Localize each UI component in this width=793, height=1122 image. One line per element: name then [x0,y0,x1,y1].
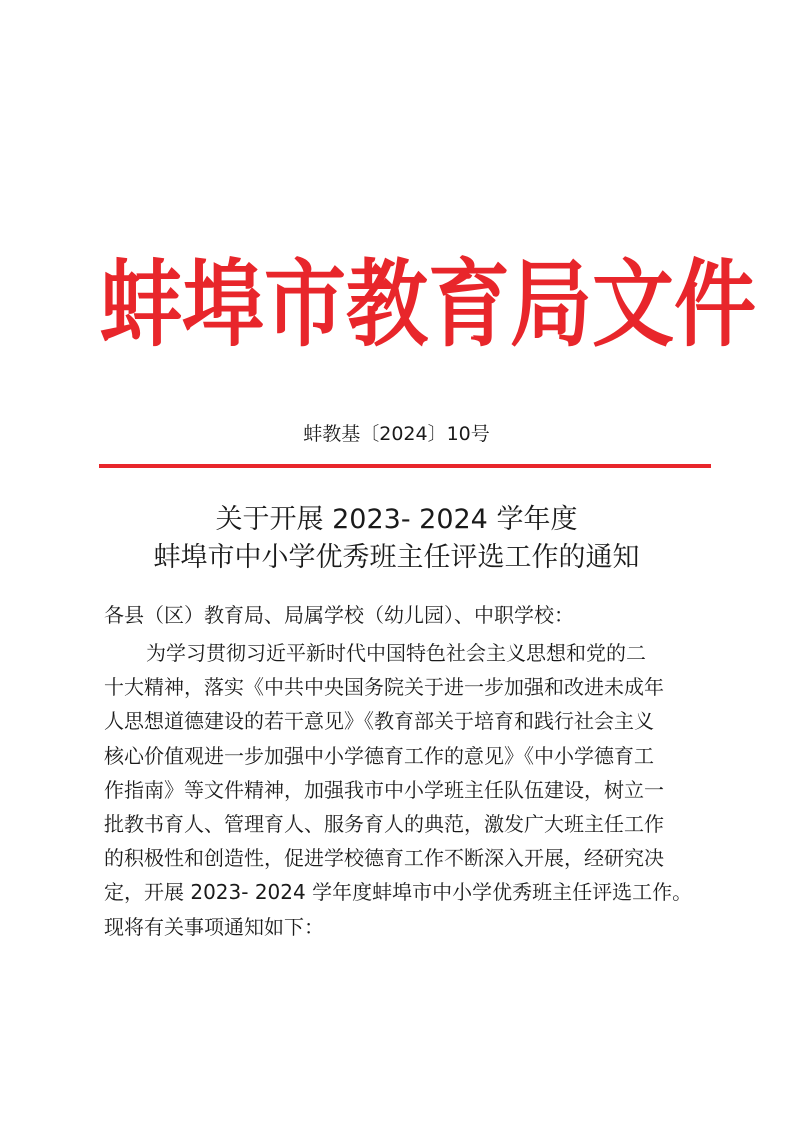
body-line: 人思想道德建设的若干意见》《教育部关于培育和践行社会主义 [104,709,654,734]
body-line: 批教书育人、管理育人、服务育人的典范，激发广大班主任工作 [104,812,664,837]
body-line: 为学习贯彻习近平新时代中国特色社会主义思想和党的二 [146,641,646,665]
salutation: 各县（区）教育局、局属学校（幼儿园）、中职学校： [104,603,574,627]
notice-title-line-1: 关于开展 2023- 2024 学年度 [215,504,578,535]
body-paragraph [104,636,704,944]
body-line: 定，开展 2023- 2024 学年度蚌埠市中小学优秀班主任评选工作。 [104,880,693,905]
red-divider-rule [99,464,711,468]
body-line: 核心价值观进一步加强中小学德育工作的意见》《中小学德育工 [104,743,654,768]
body-line: 作指南》等文件精神，加强我市中小学班主任队伍建设，树立一 [104,777,664,802]
notice-title-line-2: 蚌埠市中小学优秀班主任评选工作的通知 [153,542,640,573]
document-masthead: 蚌埠市教育局文件 [100,249,757,361]
body-line: 的积极性和创造性，促进学校德育工作不断深入开展，经研究决 [104,846,664,871]
document-number: 蚌教基〔2024〕10号 [303,423,490,445]
body-line: 十大精神，落实《中共中央国务院关于进一步加强和改进未成年 [104,675,664,700]
body-line: 现将有关事项通知如下： [104,914,324,939]
